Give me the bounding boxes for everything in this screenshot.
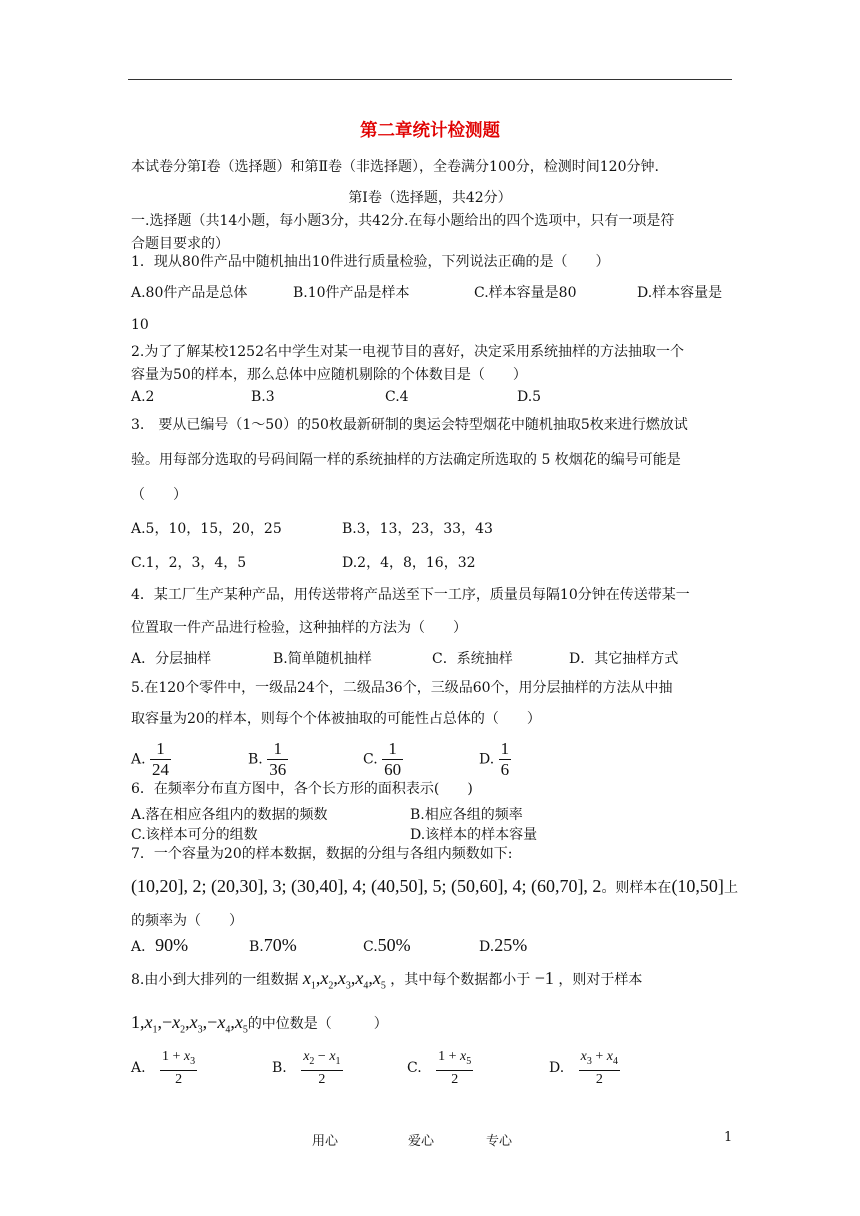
q7-option-c — [363, 935, 411, 956]
q8-option-d-fraction — [579, 1048, 620, 1088]
q5-option-c-numerator: 1 — [382, 739, 403, 760]
q7-option-b — [249, 935, 297, 956]
q1-stem: 1．现从80件产品中随机抽出10件进行质量检验，下列说法正确的是（ ） — [131, 254, 610, 270]
q5-stem-line2: 取容量为20的样本，则每个个体被抽取的可能性占总体的（ ） — [131, 711, 541, 727]
q5-option-b — [248, 739, 288, 780]
q7-stem: 7．一个容量为20的样本数据，数据的分组与各组内频数如下: — [131, 846, 513, 862]
q1-option-a: A.80件产品是总体 — [131, 285, 248, 301]
q5-option-a — [131, 739, 171, 780]
q4-option-c: C．系统抽样 — [432, 651, 513, 667]
q5-option-b-fraction — [267, 739, 288, 780]
q1-option-b: B.10件产品是样本 — [293, 285, 410, 301]
section-intro-line1: 一.选择题（共14小题，每小题3分，共42分.在每小题给出的四个选项中，只有一项是符 — [131, 213, 675, 229]
q8-stem-end: ，则对于样本 — [558, 972, 643, 988]
q1-option-c: C.样本容量是80 — [474, 285, 577, 301]
page-title: 第二章统计检测题 — [360, 121, 500, 141]
q8-option-d-denominator: 2 — [595, 1071, 603, 1087]
q8-option-d — [549, 1048, 620, 1088]
q5-option-c-fraction — [382, 739, 403, 780]
q5-option-d-fraction — [499, 739, 512, 780]
q8-option-a-denominator: 2 — [175, 1071, 183, 1087]
q3-option-b: B.3，13，23，33，43 — [342, 521, 493, 537]
footer-word-1: 用心 — [312, 1134, 339, 1149]
q8-sample-line — [131, 1012, 388, 1036]
part1-heading: 第Ⅰ卷（选择题，共42分） — [348, 190, 512, 206]
q8-option-c-numerator: $1 + x_5$ — [436, 1048, 473, 1071]
q8-option-b-numerator: $x_2 - x_1$ — [301, 1048, 342, 1071]
q8-option-c — [407, 1048, 473, 1088]
q6-stem: 6．在频率分布直方图中，各个长方形的面积表示( ) — [131, 781, 473, 797]
q5-option-b-numerator: 1 — [267, 739, 288, 760]
q6-option-b: B.相应各组的频率 — [410, 807, 523, 823]
q7-option-a-value: 90% — [155, 935, 189, 955]
q6-option-d: D.该样本的样本容量 — [410, 827, 538, 843]
q3-option-c: C.1，2，3，4，5 — [131, 555, 247, 571]
q8-option-a-label: A. — [131, 1059, 146, 1076]
q6-option-a: A.落在相应各组内的数据的频数 — [131, 807, 328, 823]
q5-option-c-denominator: 60 — [384, 760, 402, 779]
q3-option-a: A.5，10，15，20，25 — [131, 521, 282, 537]
q7-option-b-value: 70% — [263, 935, 297, 955]
q2-option-a: A.2 — [131, 389, 155, 405]
q2-option-c: C.4 — [385, 389, 409, 405]
q8-option-a-numerator: $1 + x_3$ — [160, 1048, 197, 1071]
footer-word-2: 爱心 — [408, 1134, 435, 1149]
q5-option-d-denominator: 6 — [500, 760, 510, 779]
q4-option-a: A．分层抽样 — [131, 651, 212, 667]
q8-option-b-denominator: 2 — [318, 1071, 326, 1087]
q7-option-d — [479, 935, 527, 956]
section-intro-line2: 合题目要求的） — [131, 236, 229, 252]
q8-sample-sequence: $1,x_1,-x_2,x_3,-x_4,x_5$ — [131, 1012, 248, 1036]
q8-option-d-label: D. — [549, 1059, 565, 1076]
q5-option-d-label: D. — [479, 751, 495, 768]
q5-option-c — [363, 739, 403, 780]
q8-option-c-fraction — [436, 1048, 473, 1088]
q8-stem-start: 8.由小到大排列的一组数据 — [131, 972, 299, 988]
q2-option-d: D.5 — [517, 389, 542, 405]
q2-stem-line2: 容量为50的样本，那么总体中应随机剔除的个体数目是（ ） — [131, 367, 527, 383]
q4-option-d: D．其它抽样方式 — [569, 651, 679, 667]
q7-range: (10,50] — [671, 876, 724, 896]
q7-grouped-data: (10,20], 2; (20,30], 3; (30,40], 4; (40,50], 5; (50,60], 4; (60,70], 2 — [131, 876, 602, 896]
q4-option-b: B.简单随机抽样 — [273, 651, 372, 667]
q8-option-b-fraction — [301, 1048, 342, 1088]
q1-option-d: D.样本容量是 — [637, 285, 723, 301]
q5-option-c-label: C. — [363, 751, 378, 768]
q4-stem-line1: 4．某工厂生产某种产品，用传送带将产品送至下一工序，质量员每隔10分钟在传送带某一 — [131, 587, 690, 603]
q5-option-a-denominator: 24 — [152, 760, 170, 779]
q7-stem-end: 的频率为（ ） — [131, 913, 243, 929]
q8-option-b — [272, 1048, 343, 1088]
q2-stem-line1: 2.为了了解某校1252名中学生对某一电视节目的喜好，决定采用系统抽样的方法抽取一个 — [131, 344, 684, 360]
q5-option-a-fraction — [150, 739, 171, 780]
q8-data-sequence: $x_1,x_2,x_3,x_4,x_5$ — [302, 968, 386, 992]
q7-option-d-label: D. — [479, 939, 495, 955]
q7-option-b-label: B. — [249, 939, 264, 955]
q7-option-a-label: A． — [131, 939, 156, 955]
q7-upper: 上 — [723, 880, 738, 896]
footer-word-3: 专心 — [486, 1134, 513, 1149]
q8-option-d-numerator: $x_3 + x_4$ — [579, 1048, 620, 1071]
q8-neg-one: −1 — [534, 968, 554, 988]
q8-option-a — [131, 1048, 197, 1088]
q8-option-b-label: B. — [272, 1059, 287, 1076]
q5-stem-line1: 5.在120个零件中，一级品24个，二级品36个，三级品60个，用分层抽样的方法从中抽 — [131, 680, 673, 696]
q7-after-data: 。则样本在 — [601, 880, 672, 896]
q8-stem-mid: ，其中每个数据都小于 — [390, 972, 531, 988]
q7-option-d-value: 25% — [494, 935, 528, 955]
q2-option-b: B.3 — [251, 389, 275, 405]
q5-option-a-numerator: 1 — [150, 739, 171, 760]
q8-stem — [131, 968, 642, 992]
q5-option-d-numerator: 1 — [500, 739, 510, 758]
q7-option-c-label: C. — [363, 939, 378, 955]
q7-option-a — [131, 935, 188, 956]
q5-option-d — [479, 739, 511, 780]
page-number: 1 — [724, 1130, 733, 1145]
q3-stem-line2: 验。用每部分选取的号码间隔一样的系统抽样的方法确定所选取的 5 枚烟花的编号可能是 — [131, 452, 681, 468]
q6-option-c: C.该样本可分的组数 — [131, 827, 258, 843]
q8-option-c-label: C. — [407, 1059, 422, 1076]
q7-data-line — [131, 876, 738, 897]
q8-option-a-fraction — [160, 1048, 197, 1088]
q1-option-d-cont: 10 — [131, 317, 149, 333]
exam-intro: 本试卷分第Ⅰ卷（选择题）和第Ⅱ卷（非选择题），全卷满分100分，检测时间120分钟. — [131, 159, 659, 175]
q5-option-b-label: B. — [248, 751, 263, 768]
q3-option-d: D.2，4，8，16，32 — [342, 555, 476, 571]
q3-stem-line1: 3. 要从已编号（1～50）的50枚最新研制的奥运会特型烟花中随机抽取5枚来进行燃放试 — [131, 417, 688, 433]
header-rule — [128, 79, 732, 80]
q3-stem-line3: （ ） — [131, 487, 187, 503]
q5-option-a-label: A. — [131, 751, 146, 768]
q8-option-c-denominator: 2 — [451, 1071, 459, 1087]
q7-option-c-value: 50% — [377, 935, 411, 955]
q4-stem-line2: 位置取一件产品进行检验，这种抽样的方法为（ ） — [131, 620, 467, 636]
q5-option-b-denominator: 36 — [269, 760, 287, 779]
q8-sample-suffix: 的中位数是（ ） — [247, 1016, 388, 1032]
